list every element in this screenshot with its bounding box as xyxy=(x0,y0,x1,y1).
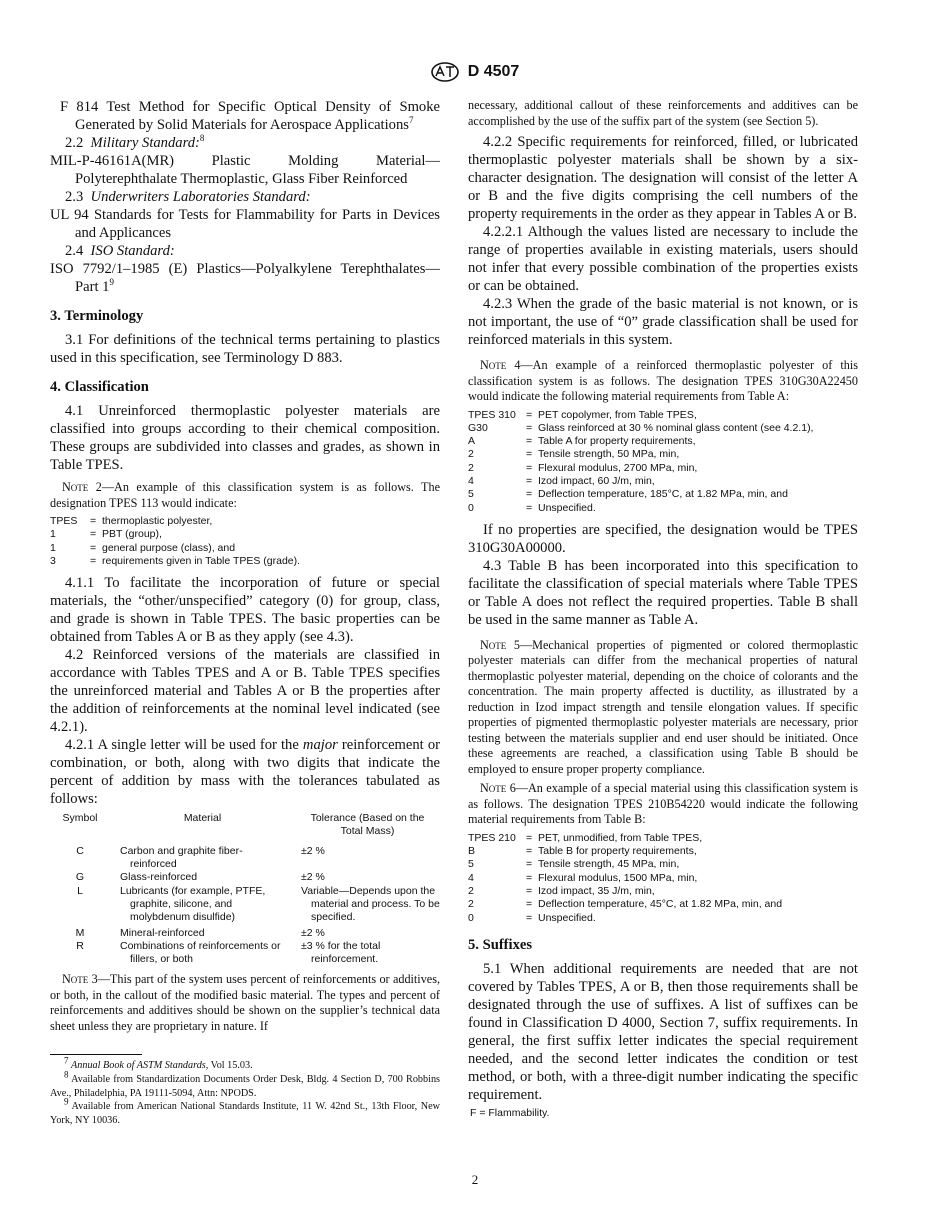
reference-f814 xyxy=(50,98,440,134)
reference-ul: UL 94 Standards for Tests for Flammability for Parts in Devices and Applicances xyxy=(50,207,440,241)
code-key: 0 xyxy=(468,501,474,514)
code-key: 1 xyxy=(50,528,56,541)
code-row xyxy=(468,502,813,515)
column-header-tolerance: Tolerance (Based on the Total Mass) xyxy=(310,812,425,838)
footnote-number: 8 xyxy=(64,1069,69,1080)
note-text: 4—An example of a reinforced thermoplastic polyester of this classification system is as follows. The designation TPES 310G30A22450 would indicate the following material requirements from Table A: xyxy=(468,358,858,403)
code-row xyxy=(468,409,813,422)
code-value: Glass reinforced at 30 % nominal glass content (see 4.2.1), xyxy=(538,421,814,434)
note-2 xyxy=(50,480,440,511)
section-number: 2.3 xyxy=(65,189,84,205)
paragraph-4-2-2: 4.2.2 Specific requirements for reinforced, filled, or lubricated thermoplastic polyester materials shall be shown by a six-character designation. The designation will consist of the letter A or B and the five digits comprising the cell numbers of the property requirements in the order as they appear in Tables A or B. xyxy=(468,134,858,222)
document-designation: D 4507 xyxy=(467,63,520,80)
equals-sign: = xyxy=(526,885,533,898)
equals-sign: = xyxy=(526,474,533,487)
tolerance-symbol: L xyxy=(77,884,83,897)
code-value: Tensile strength, 45 MPa, min, xyxy=(538,858,680,871)
code-value: Table B for property requirements, xyxy=(538,845,697,858)
equals-sign: = xyxy=(90,528,97,541)
tolerance-symbol: G xyxy=(75,871,85,884)
equals-sign: = xyxy=(526,501,533,514)
suffix-flammability: F = Flammability. xyxy=(470,1106,550,1119)
footnote-ref-8: 8 xyxy=(199,133,205,144)
equals-sign: = xyxy=(526,488,533,501)
code-key: TPES 210 xyxy=(468,831,516,844)
code-key: 1 xyxy=(50,541,56,554)
paragraph-5-1: 5.1 When additional requirements are needed that are not covered by Tables TPES, A or B, then those requirements shall be designated through the use of suffixes. A list of suffixes can be found in Classification D 4000, Section 7, suffix requirements. In general, the first suffix letter indicates the special requirement needed, and the second letter indicates the condition or test method, or both, with a three-digit number indicating the specific requirement. xyxy=(468,960,858,1103)
tolerance-material xyxy=(110,871,295,884)
tolerance-symbol: M xyxy=(75,926,85,939)
code-row xyxy=(468,885,782,898)
code-key: 4 xyxy=(468,474,474,487)
code-key: 5 xyxy=(468,488,474,501)
code-row xyxy=(468,462,813,475)
equals-sign: = xyxy=(526,858,533,871)
note-2-code-list xyxy=(50,515,300,568)
material-text: Carbon and graphite fiber-reinforced xyxy=(120,844,243,871)
note-4-code-list xyxy=(468,409,813,515)
equals-sign: = xyxy=(526,898,533,911)
code-key: 3 xyxy=(50,554,56,567)
paragraph-4-2-3: 4.2.3 When the grade of the basic material is not known, or is not important, the use of “0” grade classification shall be used for reinforced materials in this system. xyxy=(468,296,858,348)
tolerance-header-row xyxy=(50,812,440,839)
section-number: 2.2 xyxy=(65,135,84,151)
reference-mil: MIL-P-46161A(MR) Plastic Molding Material—Polyterephthalate Thermoplastic, Glass Fiber Reinforced xyxy=(50,153,440,187)
paragraph-4-3: 4.3 Table B has been incorporated into this specification to facilitate the classification of special materials where Table TPES or Table A does not reflect the required properties. Table B shall be used in the same manner as Table A. xyxy=(468,557,858,628)
code-key: 2 xyxy=(468,448,474,461)
footnote-text: Available from American National Standards Institute, 11 W. 42nd St., 13th Floor, New York, NY 10036. xyxy=(50,1101,440,1126)
code-key: TPES xyxy=(50,515,78,527)
tolerance-value: ±2 % xyxy=(301,871,325,884)
equals-sign: = xyxy=(526,911,533,924)
tolerance-symbol: C xyxy=(76,844,84,857)
code-row xyxy=(468,475,813,488)
footnote-text: Available from Standardization Documents Order Desk, Bldg. 4 Section D, 700 Robbins Ave., Philadelphia, PA 19111-5094, Attn: NPODS. xyxy=(50,1074,441,1099)
tolerance-material xyxy=(110,940,295,967)
equals-sign: = xyxy=(90,515,97,527)
tolerance-symbol: R xyxy=(76,939,84,952)
equals-sign: = xyxy=(526,448,533,461)
equals-sign: = xyxy=(526,831,533,844)
code-key: 5 xyxy=(468,858,474,871)
tolerance-table xyxy=(50,812,440,966)
footnote-8 xyxy=(50,1069,441,1100)
reference-iso-text: ISO 7792/1–1985 (E) Plastics—Polyalkylene Terephthalates—Part 1 xyxy=(50,261,440,295)
code-row xyxy=(468,448,813,461)
code-value: PBT (group), xyxy=(102,528,162,541)
equals-sign: = xyxy=(526,421,533,434)
code-value: PET copolymer, from Table TPES, xyxy=(538,408,697,421)
material-text: Mineral-reinforced xyxy=(120,926,205,939)
note-4 xyxy=(468,358,858,405)
reference-iso xyxy=(50,260,440,296)
section-4-heading: 4. Classification xyxy=(50,379,149,395)
column-header-material: Material xyxy=(183,812,222,825)
footnote-7 xyxy=(50,1056,440,1073)
footnote-number: 7 xyxy=(64,1056,69,1067)
equals-sign: = xyxy=(526,871,533,884)
code-row xyxy=(468,872,782,885)
tolerance-value: ±2 % xyxy=(301,844,325,857)
code-row xyxy=(468,435,813,448)
note-label: Note xyxy=(480,358,507,372)
note-text: 2—An example of this classification system is as follows. The designation TPES 113 would indicate: xyxy=(50,480,440,510)
code-value: Tensile strength, 50 MPa, min, xyxy=(538,448,680,461)
emphasis: major xyxy=(302,737,338,754)
code-value: thermoplastic polyester, xyxy=(102,515,213,527)
material-text: Combinations of reinforcements or fillers, or both xyxy=(120,939,281,966)
code-value: requirements given in Table TPES (grade). xyxy=(102,554,301,567)
code-key: G30 xyxy=(468,421,488,434)
footnote-ref-7: 7 xyxy=(408,115,414,126)
equals-sign: = xyxy=(526,435,533,448)
left-column xyxy=(50,98,440,1127)
footnote-title: Annual Book of ASTM Standards xyxy=(71,1060,206,1072)
equals-sign: = xyxy=(90,554,97,567)
code-row xyxy=(468,898,782,911)
code-value: PET, unmodified, from Table TPES, xyxy=(538,831,703,844)
code-row xyxy=(50,528,300,541)
footnote-9 xyxy=(50,1096,440,1127)
reference-f814-text: F 814 Test Method for Specific Optical Density of Smoke Generated by Solid Materials for Aerospace Applications xyxy=(60,99,440,133)
right-column xyxy=(468,98,858,1120)
code-value: Unspecified. xyxy=(538,911,596,924)
code-key: 2 xyxy=(468,885,474,898)
astm-logo-icon xyxy=(431,62,459,82)
equals-sign: = xyxy=(526,408,533,421)
tolerance-row xyxy=(50,839,440,872)
note-6 xyxy=(468,781,858,828)
note-6-code-list xyxy=(468,832,782,925)
code-row xyxy=(50,542,300,555)
note-label: Note xyxy=(62,480,89,494)
code-row xyxy=(468,912,782,925)
code-value: Table A for property requirements, xyxy=(538,435,696,448)
code-row xyxy=(468,832,782,845)
tolerance-value: ±2 % xyxy=(301,926,325,939)
section-title: Underwriters Laboratories Standard: xyxy=(90,189,311,205)
tolerance-row xyxy=(50,885,440,925)
note-3-continued: necessary, additional callout of these reinforcements and additives can be accomplished by the use of the suffix part of the system (see Section 5). xyxy=(468,98,858,128)
section-3-heading: 3. Terminology xyxy=(50,308,144,324)
tolerance-material xyxy=(110,885,295,925)
code-value: Deflection temperature, 185°C, at 1.82 MPa, min, and xyxy=(538,488,788,501)
code-row xyxy=(50,515,300,528)
paragraph-4-2-2-1: 4.2.2.1 Although the values listed are necessary to include the range of properties available in existing materials, users should not infer that every possible combination of the properties exists or can be obtained. xyxy=(468,224,858,294)
note-label: Note xyxy=(480,637,507,652)
equals-sign: = xyxy=(526,845,533,858)
note-3 xyxy=(50,972,440,1034)
code-key: 4 xyxy=(468,871,474,884)
material-text: Glass-reinforced xyxy=(120,871,198,884)
note-label: Note xyxy=(480,781,507,796)
section-number: 2.4 xyxy=(65,243,84,259)
code-row xyxy=(468,422,813,435)
note-text: 3—This part of the system uses percent of reinforcements or additives, or both, in the callout of the modified basic material. The types and percent of reinforcements and additives should be shown on the supplier’s technical data sheet unless they are proprietary in nature. If xyxy=(50,972,440,1033)
section-2-2-heading xyxy=(50,134,440,152)
tolerance-text: ±3 % for the total reinforcement. xyxy=(301,939,381,966)
code-key: 0 xyxy=(468,911,474,924)
tolerance-material xyxy=(110,925,295,940)
code-key: TPES 310 xyxy=(468,408,516,421)
code-value: Unspecified. xyxy=(538,501,596,514)
footnote-ref-9: 9 xyxy=(109,277,114,288)
code-value: Deflection temperature, 45°C, at 1.82 MPa, min, and xyxy=(538,898,783,911)
paragraph-text: reinforcement or combination, or both, along with two digits that indicate the percent of addition by mass with the tolerances tabulated as follows: xyxy=(50,737,440,808)
code-row xyxy=(468,858,782,871)
tolerance-row xyxy=(50,925,440,940)
tolerance-value xyxy=(295,885,440,925)
equals-sign: = xyxy=(90,541,97,554)
section-title: ISO Standard: xyxy=(90,243,175,259)
note-label: Note xyxy=(62,972,89,987)
paragraph-no-properties: If no properties are specified, the designation would be TPES 310G30A00000. xyxy=(468,521,858,556)
code-value: Izod impact, 60 J/m, min, xyxy=(538,474,655,487)
page-number: 2 xyxy=(471,1172,479,1187)
section-5-heading: 5. Suffixes xyxy=(468,936,533,953)
tolerance-row xyxy=(50,940,440,967)
code-value: general purpose (class), and xyxy=(102,541,236,554)
paragraph-4-1-1: 4.1.1 To facilitate the incorporation of future or special materials, the “other/unspecified” category (0) for group, class, and grade is shown in Table TPES. The basic properties can be obtained from Tables A or B as they apply (see 4.3). xyxy=(50,575,440,646)
paragraph-4-1: 4.1 Unreinforced thermoplastic polyester materials are classified into groups according to their chemical composition. These groups are subdivided into classes and grades, as shown in Table TPES. xyxy=(50,403,440,473)
footnote-number: 9 xyxy=(64,1096,69,1107)
code-key: B xyxy=(468,845,476,858)
section-2-3-heading xyxy=(50,188,440,206)
material-text: Lubricants (for example, PTFE, graphite, silicone, and molybdenum disulfide) xyxy=(120,884,266,924)
code-value: Izod impact, 35 J/m, min, xyxy=(538,885,655,898)
footnote-text: , Vol 15.03. xyxy=(205,1060,253,1072)
code-key: 2 xyxy=(468,898,474,911)
paragraph-3-1: 3.1 For definitions of the technical terms pertaining to plastics used in this specification, see Terminology D 883. xyxy=(50,332,440,366)
note-text: 5—Mechanical properties of pigmented or colored thermoplastic polyester materials can differ from the mechanical properties of natural thermoplastic polyester material, depending on the choice of colorants and the concentration. The main property affected is ductility, as illustrated by a reduction in Izod impact strength and tensile elongation values. If specific properties of pigmented thermoplastic polyester materials are necessary, prior testing between the materials supplier and end user should be initiated. Once these agreements are reached, a classification using Table B should be employed to ensure proper property compliance. xyxy=(468,637,858,776)
code-row xyxy=(468,845,782,858)
tolerance-material xyxy=(110,839,295,872)
section-2-4-heading xyxy=(50,242,440,260)
column-header-symbol: Symbol xyxy=(62,812,98,825)
code-value: Flexural modulus, 2700 MPa, min, xyxy=(538,461,698,474)
page-header xyxy=(0,62,950,82)
equals-sign: = xyxy=(526,461,533,474)
tolerance-text: Variable—Depends upon the material and process. To be specified. xyxy=(301,884,440,924)
paragraph-4-2: 4.2 Reinforced versions of the materials are classified in accordance with Tables TPES and A or B. Table TPES specifies the unreinforced material and Tables A or B the properties after the addition of reinforcements at the nominal level indicated (see 4.2.1). xyxy=(50,647,440,736)
note-text: 6—An example of a special material using this classification system is as follows. The designation TPES 210B54220 would indicate the following material requirements from Table B: xyxy=(468,781,858,827)
paragraph-text: 4.2.1 A single letter will be used for the xyxy=(65,737,303,754)
note-5 xyxy=(468,638,858,778)
code-row xyxy=(50,555,300,568)
code-row xyxy=(468,488,813,501)
code-key: 2 xyxy=(468,461,474,474)
section-title: Military Standard: xyxy=(90,135,200,151)
paragraph-4-2-1 xyxy=(50,736,440,808)
tolerance-row xyxy=(50,871,440,884)
tolerance-value xyxy=(295,940,440,967)
code-value: Flexural modulus, 1500 MPa, min, xyxy=(538,871,698,884)
code-key: A xyxy=(468,435,476,448)
